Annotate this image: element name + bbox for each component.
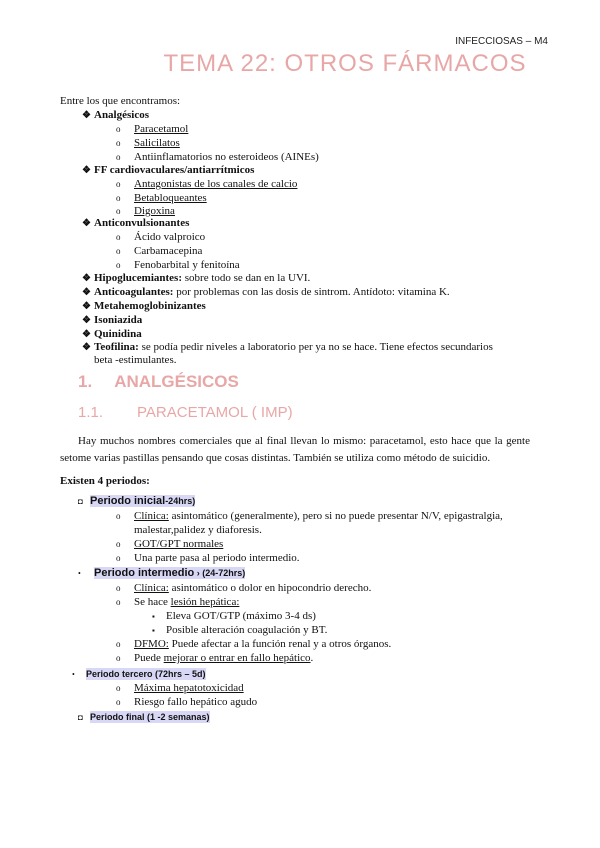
list-item bbox=[116, 244, 202, 258]
diamond-bullet-icon: ❖ bbox=[82, 315, 91, 326]
group-label: Analgésicos bbox=[94, 109, 149, 121]
diamond-bullet-icon: ❖ bbox=[82, 165, 91, 176]
bullet-icon: • bbox=[78, 569, 81, 578]
list-item bbox=[116, 258, 240, 272]
item-text: sobre todo se dan en la UVI. bbox=[182, 272, 311, 284]
item-text: Salicilatos bbox=[134, 137, 180, 149]
group-label: Anticonvulsionantes bbox=[94, 217, 190, 229]
circle-bullet-icon: o bbox=[116, 583, 121, 593]
item-text: Puede afectar a la función renal y a otros órganos. bbox=[168, 638, 392, 650]
period-label: Periodo inicial-24hrs) bbox=[90, 495, 196, 507]
item-text: Fenobarbital y fenitoína bbox=[134, 259, 240, 271]
list-item bbox=[116, 177, 297, 191]
list-item bbox=[116, 230, 205, 244]
diamond-bullet-icon: ❖ bbox=[82, 301, 91, 312]
bullet-icon: • bbox=[72, 670, 75, 679]
circle-bullet-icon: o bbox=[116, 246, 121, 256]
diamond-bullet-icon: ❖ bbox=[82, 342, 91, 353]
list-item bbox=[82, 313, 142, 328]
item-text: . bbox=[310, 652, 314, 664]
item-label: Teofilina: bbox=[94, 341, 139, 353]
list-item bbox=[116, 681, 244, 695]
item-text: Ácido valproico bbox=[134, 231, 206, 243]
item-label: Isoniazida bbox=[94, 314, 143, 326]
diamond-bullet-icon: ❖ bbox=[82, 273, 91, 284]
diamond-bullet-icon: ❖ bbox=[82, 110, 91, 121]
list-item bbox=[82, 285, 450, 300]
item-label: Quinidina bbox=[94, 328, 142, 340]
circle-bullet-icon: o bbox=[116, 597, 121, 607]
circle-bullet-icon: o bbox=[116, 193, 121, 203]
list-item bbox=[116, 509, 503, 523]
circle-bullet-icon: o bbox=[116, 124, 121, 134]
period-label: Periodo intermedio › (24-72hrs) bbox=[94, 567, 246, 579]
list-item bbox=[116, 537, 223, 551]
circle-bullet-icon: o bbox=[116, 653, 121, 663]
square-bullet-icon: ▪ bbox=[152, 612, 155, 621]
item-text-cont: malestar,palidez y diaforesis. bbox=[134, 524, 262, 536]
section-number: 1. bbox=[78, 372, 93, 391]
period-heading bbox=[78, 566, 245, 581]
circle-bullet-icon: o bbox=[116, 639, 121, 649]
subsection-title: PARACETAMOL ( IMP) bbox=[137, 404, 293, 421]
item-text: Se hace bbox=[134, 596, 171, 608]
circle-bullet-icon: o bbox=[116, 539, 121, 549]
item-label: Clínica: bbox=[134, 582, 169, 594]
list-item bbox=[82, 163, 254, 178]
intro-text: Entre los que encontramos: bbox=[60, 95, 181, 107]
periods-intro: Existen 4 periodos: bbox=[60, 475, 150, 487]
item-text: se podía pedir niveles a laboratorio per ya no se hace. Tiene efectos secundarios bbox=[138, 341, 493, 353]
item-text: Carbamacepina bbox=[134, 245, 203, 257]
list-item bbox=[82, 271, 310, 286]
item-label: DFMO: bbox=[134, 638, 169, 650]
circle-bullet-icon: o bbox=[116, 179, 121, 189]
list-item bbox=[82, 108, 149, 123]
checkbox-bullet-icon: ◘ bbox=[78, 713, 83, 722]
diamond-bullet-icon: ❖ bbox=[82, 218, 91, 229]
subsection-number: 1.1. bbox=[78, 404, 104, 421]
item-label: Hipoglucemiantes: bbox=[94, 272, 182, 284]
circle-bullet-icon: o bbox=[116, 232, 121, 242]
item-text: asintomático (generalmente), pero si no puede presentar N/V, epigastralgia, bbox=[168, 510, 503, 522]
circle-bullet-icon: o bbox=[116, 697, 121, 707]
circle-bullet-icon: o bbox=[116, 511, 121, 521]
circle-bullet-icon: o bbox=[116, 206, 121, 216]
list-item bbox=[116, 581, 371, 595]
list-item bbox=[116, 191, 207, 205]
subsection-heading bbox=[78, 404, 293, 421]
period-heading bbox=[78, 710, 210, 725]
diamond-bullet-icon: ❖ bbox=[82, 329, 91, 340]
item-text: Eleva GOT/GTP (máximo 3-4 ds) bbox=[166, 610, 316, 622]
item-text: Posible alteración coagulación y BT. bbox=[166, 624, 328, 636]
item-text: Paracetamol bbox=[134, 123, 189, 135]
list-item bbox=[116, 136, 180, 150]
section-heading bbox=[78, 372, 239, 392]
period-heading bbox=[72, 667, 206, 682]
page-header: INFECCIOSAS – M4 bbox=[455, 36, 548, 47]
item-text: Betabloqueantes bbox=[134, 192, 207, 204]
list-item bbox=[116, 695, 257, 709]
list-item bbox=[152, 609, 316, 624]
checkbox-bullet-icon: ◘ bbox=[78, 497, 83, 506]
item-label: mejorar o entrar en fallo hepático bbox=[163, 652, 311, 664]
period-heading bbox=[78, 494, 195, 509]
item-label: Anticoagulantes: bbox=[94, 286, 174, 298]
circle-bullet-icon: o bbox=[116, 260, 121, 270]
circle-bullet-icon: o bbox=[116, 683, 121, 693]
diamond-bullet-icon: ❖ bbox=[82, 287, 91, 298]
item-label: Clínica: bbox=[134, 510, 169, 522]
item-text: Antagonistas de los canales de calcio bbox=[134, 178, 298, 190]
item-label: Metahemoglobinizantes bbox=[94, 300, 206, 312]
period-label: Periodo tercero (72hrs – 5d) bbox=[86, 669, 206, 679]
list-item bbox=[116, 122, 188, 136]
list-item bbox=[116, 651, 313, 665]
item-label: lesión hepática: bbox=[170, 596, 240, 608]
period-label: Periodo final (1 -2 semanas) bbox=[90, 712, 210, 722]
item-text-cont: beta -estimulantes. bbox=[94, 354, 177, 366]
list-item bbox=[152, 623, 327, 638]
list-item bbox=[116, 551, 300, 565]
list-item bbox=[82, 299, 206, 314]
circle-bullet-icon: o bbox=[116, 553, 121, 563]
item-text: Máxima hepatotoxicidad bbox=[134, 682, 244, 694]
group-label: FF cardiovaculares/antiarrítmicos bbox=[94, 164, 255, 176]
page-title: TEMA 22: OTROS FÁRMACOS bbox=[163, 50, 527, 77]
item-text: Puede bbox=[134, 652, 164, 664]
item-text: GOT/GPT normales bbox=[134, 538, 224, 550]
item-text: asintomático o dolor en hipocondrio derecho. bbox=[168, 582, 372, 594]
item-text: Antiinflamatorios no esteroideos (AINEs) bbox=[134, 151, 319, 163]
item-text: Digoxina bbox=[134, 205, 175, 217]
circle-bullet-icon: o bbox=[116, 138, 121, 148]
list-item bbox=[116, 637, 391, 651]
item-text: Riesgo fallo hepático agudo bbox=[134, 696, 258, 708]
list-item bbox=[116, 595, 239, 609]
item-text: por problemas con las dosis de sintrom. Antídoto: vitamina K. bbox=[173, 286, 450, 298]
list-item bbox=[82, 216, 189, 231]
body-paragraph: Hay muchos nombres comerciales que al final llevan lo mismo: paracetamol, esto hace que la gente setome varias pastillas pensando que cosas distintas. También se utiliza como método de suicidio. bbox=[60, 435, 530, 464]
section-title: ANALGÉSICOS bbox=[114, 372, 239, 391]
list-item bbox=[116, 150, 319, 164]
item-text: Una parte pasa al periodo intermedio. bbox=[134, 552, 300, 564]
square-bullet-icon: ▪ bbox=[152, 626, 155, 635]
circle-bullet-icon: o bbox=[116, 152, 121, 162]
